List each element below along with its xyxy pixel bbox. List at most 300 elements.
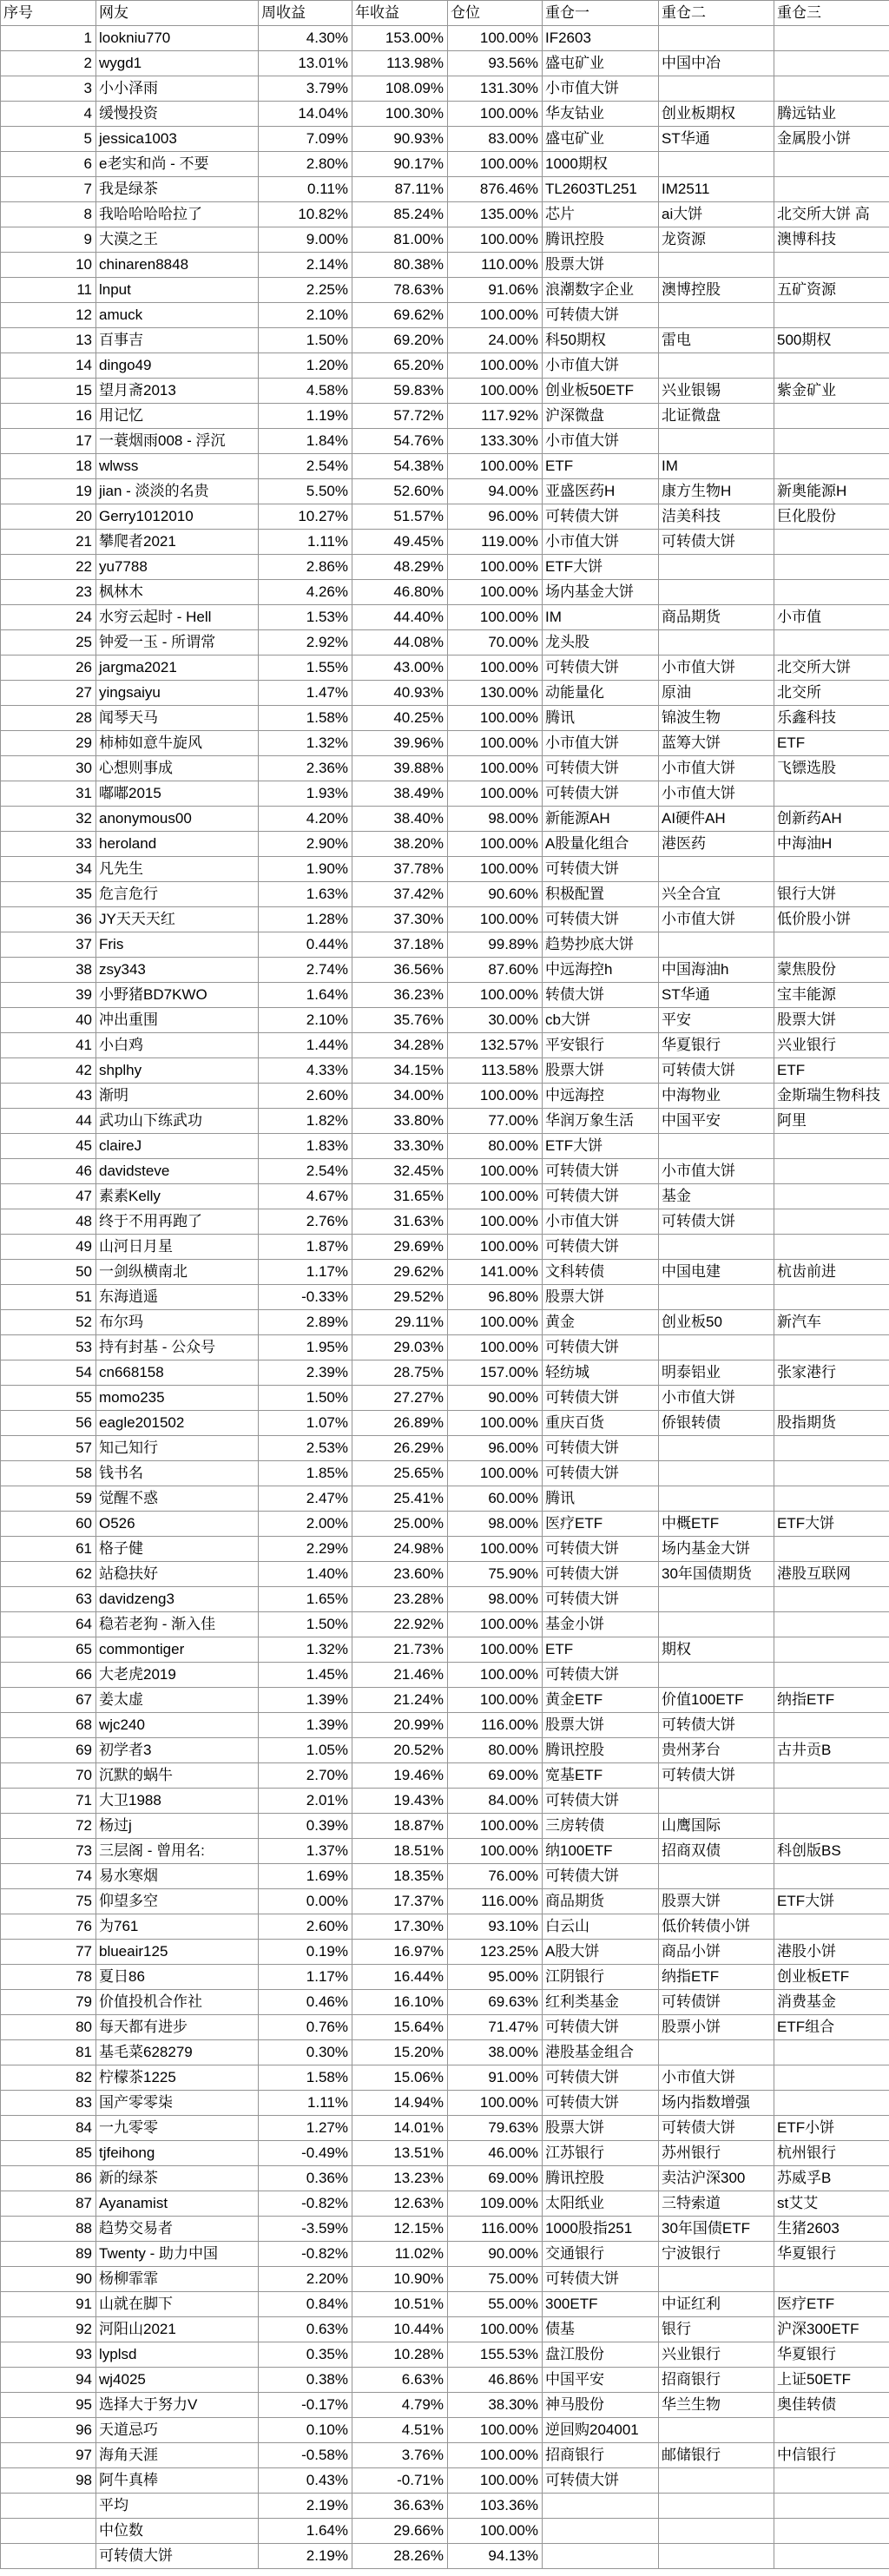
position-cell[interactable]: 130.00% — [448, 681, 543, 706]
holding1-cell[interactable]: 可转债大饼 — [543, 1789, 659, 1814]
holding2-cell[interactable] — [659, 857, 774, 882]
holding3-cell[interactable] — [774, 1914, 889, 1940]
year-return-cell[interactable]: 18.51% — [352, 1839, 448, 1864]
rank-cell[interactable]: 75 — [1, 1889, 96, 1914]
week-return-cell[interactable]: 1.95% — [259, 1335, 352, 1360]
year-return-cell[interactable]: 80.38% — [352, 253, 448, 278]
holding3-cell[interactable] — [774, 932, 889, 958]
position-cell[interactable]: 46.00% — [448, 2141, 543, 2166]
holding1-cell[interactable]: 可转债大饼 — [543, 1537, 659, 1562]
rank-cell[interactable]: 7 — [1, 177, 96, 202]
holding3-cell[interactable]: 港股互联网 — [774, 1562, 889, 1587]
rank-cell[interactable]: 27 — [1, 681, 96, 706]
position-cell[interactable]: 131.30% — [448, 76, 543, 102]
week-return-cell[interactable]: 7.09% — [259, 127, 352, 152]
holding1-cell[interactable]: 1000股指251 — [543, 2217, 659, 2242]
position-cell[interactable]: 100.00% — [448, 1411, 543, 1436]
rank-cell[interactable]: 43 — [1, 1084, 96, 1109]
user-cell[interactable]: anonymous00 — [96, 807, 259, 832]
position-cell[interactable]: 70.00% — [448, 630, 543, 656]
position-cell[interactable]: 100.00% — [448, 983, 543, 1008]
holding1-cell[interactable]: 商品期货 — [543, 1889, 659, 1914]
position-cell[interactable]: 100.00% — [448, 1537, 543, 1562]
user-cell[interactable]: 柠檬茶1225 — [96, 2065, 259, 2091]
holding3-cell[interactable]: st艾艾 — [774, 2191, 889, 2217]
holding1-cell[interactable]: 中远海控 — [543, 1084, 659, 1109]
rank-cell[interactable]: 55 — [1, 1386, 96, 1411]
holding2-cell[interactable]: 中国平安 — [659, 1109, 774, 1134]
holding3-cell[interactable]: 腾远钴业 — [774, 102, 889, 127]
year-return-cell[interactable]: 69.62% — [352, 303, 448, 328]
week-return-cell[interactable]: 2.80% — [259, 152, 352, 177]
year-return-cell[interactable]: 12.15% — [352, 2217, 448, 2242]
holding3-cell[interactable]: ETF大饼 — [774, 1889, 889, 1914]
rank-cell[interactable]: 95 — [1, 2393, 96, 2418]
holding2-cell[interactable]: 股票大饼 — [659, 1889, 774, 1914]
year-return-cell[interactable]: 11.02% — [352, 2242, 448, 2267]
position-cell[interactable]: 100.00% — [448, 1335, 543, 1360]
holding3-cell[interactable]: 沪深300ETF — [774, 2317, 889, 2342]
holding1-cell[interactable]: 可转债大饼 — [543, 1562, 659, 1587]
position-cell[interactable]: 100.00% — [448, 2418, 543, 2443]
user-cell[interactable]: 平均 — [96, 2494, 259, 2519]
week-return-cell[interactable]: 0.44% — [259, 932, 352, 958]
rank-cell[interactable]: 81 — [1, 2040, 96, 2065]
holding3-cell[interactable] — [774, 1436, 889, 1461]
holding1-cell[interactable]: 腾讯控股 — [543, 227, 659, 253]
holding1-cell[interactable]: TL2603TL251 — [543, 177, 659, 202]
holding3-cell[interactable] — [774, 1184, 889, 1209]
year-return-cell[interactable]: 15.64% — [352, 2015, 448, 2040]
holding1-cell[interactable]: 股票大饼 — [543, 1058, 659, 1084]
rank-cell[interactable]: 72 — [1, 1814, 96, 1839]
position-cell[interactable]: 90.00% — [448, 1386, 543, 1411]
holding1-cell[interactable]: 腾讯 — [543, 1486, 659, 1512]
holding3-cell[interactable]: 蒙焦股份 — [774, 958, 889, 983]
week-return-cell[interactable]: -0.49% — [259, 2141, 352, 2166]
year-return-cell[interactable]: 23.60% — [352, 1562, 448, 1587]
year-return-cell[interactable]: 69.20% — [352, 328, 448, 353]
year-return-cell[interactable]: 36.63% — [352, 2494, 448, 2519]
user-cell[interactable]: 武功山下练武功 — [96, 1109, 259, 1134]
position-cell[interactable]: 100.00% — [448, 731, 543, 756]
week-return-cell[interactable]: 2.53% — [259, 1436, 352, 1461]
user-cell[interactable]: wj4025 — [96, 2368, 259, 2393]
position-cell[interactable]: 100.00% — [448, 152, 543, 177]
holding2-cell[interactable] — [659, 555, 774, 580]
holding2-cell[interactable]: 龙资源 — [659, 227, 774, 253]
user-cell[interactable]: cn668158 — [96, 1360, 259, 1386]
holding3-cell[interactable] — [774, 2065, 889, 2091]
week-return-cell[interactable]: 1.27% — [259, 2116, 352, 2141]
holding3-cell[interactable]: 中信银行 — [774, 2443, 889, 2468]
rank-cell[interactable]: 22 — [1, 555, 96, 580]
year-return-cell[interactable]: 25.65% — [352, 1461, 448, 1486]
holding1-cell[interactable]: 交通银行 — [543, 2242, 659, 2267]
holding1-cell[interactable]: 可转债大饼 — [543, 1386, 659, 1411]
position-cell[interactable]: 95.00% — [448, 1965, 543, 1990]
user-cell[interactable]: 河阳山2021 — [96, 2317, 259, 2342]
holding2-cell[interactable]: 兴业银锡 — [659, 379, 774, 404]
week-return-cell[interactable]: 1.90% — [259, 857, 352, 882]
rank-cell[interactable]: 79 — [1, 1990, 96, 2015]
week-return-cell[interactable]: 1.28% — [259, 907, 352, 932]
year-return-cell[interactable]: 20.52% — [352, 1738, 448, 1763]
holding2-cell[interactable]: 三特索道 — [659, 2191, 774, 2217]
holding2-cell[interactable]: 洁美科技 — [659, 504, 774, 530]
rank-cell[interactable] — [1, 2519, 96, 2544]
holding1-cell[interactable]: 可转债大饼 — [543, 1184, 659, 1209]
year-return-cell[interactable]: 28.75% — [352, 1360, 448, 1386]
rank-cell[interactable]: 61 — [1, 1537, 96, 1562]
year-return-cell[interactable]: 13.23% — [352, 2166, 448, 2191]
week-return-cell[interactable]: -0.82% — [259, 2191, 352, 2217]
position-cell[interactable]: 69.00% — [448, 1763, 543, 1789]
holding1-cell[interactable]: IM — [543, 605, 659, 630]
holding3-cell[interactable] — [774, 2544, 889, 2569]
holding1-cell[interactable]: ETF — [543, 1637, 659, 1663]
holding1-cell[interactable] — [543, 2494, 659, 2519]
holding1-cell[interactable]: 腾讯控股 — [543, 2166, 659, 2191]
rank-cell[interactable] — [1, 2494, 96, 2519]
week-return-cell[interactable]: 1.39% — [259, 1713, 352, 1738]
holding3-cell[interactable]: 科创版BS — [774, 1839, 889, 1864]
holding2-cell[interactable] — [659, 26, 774, 51]
position-cell[interactable]: 157.00% — [448, 1360, 543, 1386]
week-return-cell[interactable]: 2.20% — [259, 2267, 352, 2292]
holding1-cell[interactable]: 300ETF — [543, 2292, 659, 2317]
holding2-cell[interactable] — [659, 429, 774, 454]
rank-cell[interactable]: 98 — [1, 2468, 96, 2494]
week-return-cell[interactable]: 4.26% — [259, 580, 352, 605]
holding2-cell[interactable] — [659, 2519, 774, 2544]
holding3-cell[interactable] — [774, 580, 889, 605]
holding1-cell[interactable]: 股票大饼 — [543, 1713, 659, 1738]
week-return-cell[interactable]: 0.36% — [259, 2166, 352, 2191]
position-cell[interactable]: 69.00% — [448, 2166, 543, 2191]
week-return-cell[interactable]: 2.47% — [259, 1486, 352, 1512]
holding3-cell[interactable]: 上证50ETF — [774, 2368, 889, 2393]
holding3-cell[interactable] — [774, 1486, 889, 1512]
year-return-cell[interactable]: 57.72% — [352, 404, 448, 429]
position-cell[interactable]: 100.00% — [448, 2091, 543, 2116]
user-cell[interactable]: chinaren8848 — [96, 253, 259, 278]
rank-cell[interactable]: 24 — [1, 605, 96, 630]
holding1-cell[interactable]: 可转债大饼 — [543, 1587, 659, 1612]
holding3-cell[interactable]: 兴业银行 — [774, 1033, 889, 1058]
user-cell[interactable]: 心想则事成 — [96, 756, 259, 781]
holding3-cell[interactable] — [774, 253, 889, 278]
holding3-cell[interactable]: 北交所大饼 高 — [774, 202, 889, 227]
year-return-cell[interactable]: 16.10% — [352, 1990, 448, 2015]
rank-cell[interactable]: 39 — [1, 983, 96, 1008]
week-return-cell[interactable]: 2.54% — [259, 454, 352, 479]
user-cell[interactable]: yingsaiyu — [96, 681, 259, 706]
rank-cell[interactable]: 93 — [1, 2342, 96, 2368]
rank-cell[interactable]: 76 — [1, 1914, 96, 1940]
user-cell[interactable]: 大老虎2019 — [96, 1663, 259, 1688]
holding1-cell[interactable]: 招商银行 — [543, 2443, 659, 2468]
rank-cell[interactable]: 5 — [1, 127, 96, 152]
holding2-cell[interactable]: 股票小饼 — [659, 2015, 774, 2040]
holding2-cell[interactable]: 苏州银行 — [659, 2141, 774, 2166]
year-return-cell[interactable]: 23.28% — [352, 1587, 448, 1612]
user-cell[interactable]: 天道忌巧 — [96, 2418, 259, 2443]
user-cell[interactable]: 东海逍遥 — [96, 1285, 259, 1310]
holding2-cell[interactable]: 银行 — [659, 2317, 774, 2342]
year-return-cell[interactable]: 113.98% — [352, 51, 448, 76]
user-cell[interactable]: 小野猪BD7KWO — [96, 983, 259, 1008]
year-return-cell[interactable]: 20.99% — [352, 1713, 448, 1738]
week-return-cell[interactable]: 0.38% — [259, 2368, 352, 2393]
holding3-cell[interactable]: 中海油H — [774, 832, 889, 857]
year-return-cell[interactable]: 65.20% — [352, 353, 448, 379]
user-cell[interactable]: wygd1 — [96, 51, 259, 76]
position-cell[interactable]: 100.00% — [448, 2519, 543, 2544]
position-cell[interactable]: 876.46% — [448, 177, 543, 202]
holding2-cell[interactable] — [659, 1663, 774, 1688]
position-cell[interactable]: 75.00% — [448, 2267, 543, 2292]
week-return-cell[interactable]: 2.19% — [259, 2494, 352, 2519]
year-return-cell[interactable]: 32.45% — [352, 1159, 448, 1184]
user-cell[interactable]: 我是绿茶 — [96, 177, 259, 202]
rank-cell[interactable]: 40 — [1, 1008, 96, 1033]
week-return-cell[interactable]: 0.19% — [259, 1940, 352, 1965]
week-return-cell[interactable]: 1.69% — [259, 1864, 352, 1889]
position-cell[interactable]: 100.00% — [448, 303, 543, 328]
rank-cell[interactable]: 67 — [1, 1688, 96, 1713]
rank-cell[interactable]: 9 — [1, 227, 96, 253]
holding3-cell[interactable] — [774, 1587, 889, 1612]
holding2-cell[interactable]: 贵州茅台 — [659, 1738, 774, 1763]
holding2-cell[interactable]: 招商银行 — [659, 2368, 774, 2393]
week-return-cell[interactable]: 2.19% — [259, 2544, 352, 2569]
user-cell[interactable]: heroland — [96, 832, 259, 857]
holding2-cell[interactable]: 价值100ETF — [659, 1688, 774, 1713]
rank-cell[interactable]: 13 — [1, 328, 96, 353]
holding2-cell[interactable] — [659, 1789, 774, 1814]
week-return-cell[interactable]: 1.55% — [259, 656, 352, 681]
year-return-cell[interactable]: 37.42% — [352, 882, 448, 907]
rank-cell[interactable]: 66 — [1, 1663, 96, 1688]
rank-cell[interactable]: 69 — [1, 1738, 96, 1763]
holding1-cell[interactable]: 小市值大饼 — [543, 1209, 659, 1235]
position-cell[interactable]: 60.00% — [448, 1486, 543, 1512]
holding1-cell[interactable]: 腾讯 — [543, 706, 659, 731]
holding2-cell[interactable]: 中证红利 — [659, 2292, 774, 2317]
position-cell[interactable]: 87.60% — [448, 958, 543, 983]
user-cell[interactable]: lyplsd — [96, 2342, 259, 2368]
year-return-cell[interactable]: 51.57% — [352, 504, 448, 530]
holding3-cell[interactable]: 紫金矿业 — [774, 379, 889, 404]
holding3-cell[interactable] — [774, 857, 889, 882]
year-return-cell[interactable]: 18.35% — [352, 1864, 448, 1889]
rank-cell[interactable]: 51 — [1, 1285, 96, 1310]
year-return-cell[interactable]: 34.00% — [352, 1084, 448, 1109]
holding1-cell[interactable]: 可转债大饼 — [543, 1436, 659, 1461]
year-return-cell[interactable]: 29.03% — [352, 1335, 448, 1360]
holding2-cell[interactable]: 兴业银行 — [659, 2342, 774, 2368]
holding3-cell[interactable]: 小市值 — [774, 605, 889, 630]
holding1-cell[interactable]: 龙头股 — [543, 630, 659, 656]
year-return-cell[interactable]: 44.08% — [352, 630, 448, 656]
position-cell[interactable]: 99.89% — [448, 932, 543, 958]
user-cell[interactable]: 夏日86 — [96, 1965, 259, 1990]
rank-cell[interactable]: 63 — [1, 1587, 96, 1612]
holding3-cell[interactable]: 古井贡B — [774, 1738, 889, 1763]
week-return-cell[interactable]: 2.89% — [259, 1310, 352, 1335]
year-return-cell[interactable]: 16.97% — [352, 1940, 448, 1965]
rank-cell[interactable]: 17 — [1, 429, 96, 454]
year-return-cell[interactable]: 18.87% — [352, 1814, 448, 1839]
user-cell[interactable]: tjfeihong — [96, 2141, 259, 2166]
holding3-cell[interactable]: ETF — [774, 731, 889, 756]
holding3-cell[interactable] — [774, 51, 889, 76]
holding2-cell[interactable] — [659, 580, 774, 605]
week-return-cell[interactable]: 1.65% — [259, 1587, 352, 1612]
holding2-cell[interactable]: 可转债大饼 — [659, 2116, 774, 2141]
holding3-cell[interactable] — [774, 76, 889, 102]
holding2-cell[interactable] — [659, 1134, 774, 1159]
holding3-cell[interactable] — [774, 177, 889, 202]
rank-cell[interactable]: 46 — [1, 1159, 96, 1184]
week-return-cell[interactable]: 2.74% — [259, 958, 352, 983]
holding3-cell[interactable] — [774, 1612, 889, 1637]
rank-cell[interactable]: 30 — [1, 756, 96, 781]
user-cell[interactable]: claireJ — [96, 1134, 259, 1159]
year-return-cell[interactable]: 29.66% — [352, 2519, 448, 2544]
week-return-cell[interactable]: 1.58% — [259, 2065, 352, 2091]
holding2-cell[interactable]: 场内基金大饼 — [659, 1537, 774, 1562]
holding1-cell[interactable]: 可转债大饼 — [543, 504, 659, 530]
user-cell[interactable]: wjc240 — [96, 1713, 259, 1738]
position-cell[interactable]: 141.00% — [448, 1260, 543, 1285]
position-cell[interactable]: 46.86% — [448, 2368, 543, 2393]
user-cell[interactable]: Fris — [96, 932, 259, 958]
user-cell[interactable]: 布尔玛 — [96, 1310, 259, 1335]
position-cell[interactable]: 100.00% — [448, 605, 543, 630]
rank-cell[interactable]: 89 — [1, 2242, 96, 2267]
rank-cell[interactable]: 65 — [1, 1637, 96, 1663]
holding1-cell[interactable]: 小市值大饼 — [543, 429, 659, 454]
holding3-cell[interactable] — [774, 1637, 889, 1663]
header-holding1[interactable]: 重仓一 — [543, 1, 659, 26]
year-return-cell[interactable]: 37.18% — [352, 932, 448, 958]
year-return-cell[interactable]: 90.17% — [352, 152, 448, 177]
user-cell[interactable]: 望月斋2013 — [96, 379, 259, 404]
position-cell[interactable]: 98.00% — [448, 807, 543, 832]
position-cell[interactable]: 93.10% — [448, 1914, 543, 1940]
week-return-cell[interactable]: 1.50% — [259, 1612, 352, 1637]
week-return-cell[interactable]: 1.82% — [259, 1109, 352, 1134]
holding3-cell[interactable]: 股票大饼 — [774, 1008, 889, 1033]
holding1-cell[interactable]: 积极配置 — [543, 882, 659, 907]
week-return-cell[interactable]: 1.58% — [259, 706, 352, 731]
week-return-cell[interactable]: -0.33% — [259, 1285, 352, 1310]
rank-cell[interactable]: 26 — [1, 656, 96, 681]
holding1-cell[interactable]: 可转债大饼 — [543, 1864, 659, 1889]
holding2-cell[interactable] — [659, 1461, 774, 1486]
year-return-cell[interactable]: 78.63% — [352, 278, 448, 303]
position-cell[interactable]: 71.47% — [448, 2015, 543, 2040]
year-return-cell[interactable]: 87.11% — [352, 177, 448, 202]
week-return-cell[interactable]: 1.87% — [259, 1235, 352, 1260]
user-cell[interactable]: 选择大于努力V — [96, 2393, 259, 2418]
holding2-cell[interactable]: 原油 — [659, 681, 774, 706]
user-cell[interactable]: 杨柳霏霏 — [96, 2267, 259, 2292]
position-cell[interactable]: 100.00% — [448, 1814, 543, 1839]
year-return-cell[interactable]: 108.09% — [352, 76, 448, 102]
holding2-cell[interactable]: 商品期货 — [659, 605, 774, 630]
holding2-cell[interactable]: 可转债大饼 — [659, 1209, 774, 1235]
holding1-cell[interactable]: 逆回购204001 — [543, 2418, 659, 2443]
user-cell[interactable]: 大卫1988 — [96, 1789, 259, 1814]
rank-cell[interactable]: 88 — [1, 2217, 96, 2242]
holding3-cell[interactable] — [774, 1386, 889, 1411]
user-cell[interactable]: 小小泽雨 — [96, 76, 259, 102]
holding3-cell[interactable] — [774, 2091, 889, 2116]
rank-cell[interactable]: 32 — [1, 807, 96, 832]
holding3-cell[interactable]: 苏威孚B — [774, 2166, 889, 2191]
position-cell[interactable]: 79.63% — [448, 2116, 543, 2141]
holding3-cell[interactable] — [774, 303, 889, 328]
week-return-cell[interactable]: 0.30% — [259, 2040, 352, 2065]
user-cell[interactable]: 为761 — [96, 1914, 259, 1940]
year-return-cell[interactable]: 38.20% — [352, 832, 448, 857]
rank-cell[interactable]: 92 — [1, 2317, 96, 2342]
holding2-cell[interactable]: 低价转债小饼 — [659, 1914, 774, 1940]
year-return-cell[interactable]: 40.25% — [352, 706, 448, 731]
holding3-cell[interactable] — [774, 2494, 889, 2519]
holding3-cell[interactable]: 港股小饼 — [774, 1940, 889, 1965]
holding2-cell[interactable]: 纳指ETF — [659, 1965, 774, 1990]
position-cell[interactable]: 83.00% — [448, 127, 543, 152]
holding3-cell[interactable] — [774, 1537, 889, 1562]
holding2-cell[interactable]: 山鹰国际 — [659, 1814, 774, 1839]
holding3-cell[interactable] — [774, 2519, 889, 2544]
year-return-cell[interactable]: 44.40% — [352, 605, 448, 630]
holding3-cell[interactable] — [774, 630, 889, 656]
holding2-cell[interactable]: 锦波生物 — [659, 706, 774, 731]
week-return-cell[interactable]: 1.20% — [259, 353, 352, 379]
user-cell[interactable]: 渐明 — [96, 1084, 259, 1109]
user-cell[interactable]: 可转债大饼 — [96, 2544, 259, 2569]
rank-cell[interactable]: 35 — [1, 882, 96, 907]
user-cell[interactable]: blueair125 — [96, 1940, 259, 1965]
rank-cell[interactable]: 14 — [1, 353, 96, 379]
user-cell[interactable]: 攀爬者2021 — [96, 530, 259, 555]
position-cell[interactable]: 117.92% — [448, 404, 543, 429]
week-return-cell[interactable]: 1.53% — [259, 605, 352, 630]
holding2-cell[interactable] — [659, 353, 774, 379]
position-cell[interactable]: 100.00% — [448, 907, 543, 932]
week-return-cell[interactable]: 4.20% — [259, 807, 352, 832]
holding1-cell[interactable]: 沪深微盘 — [543, 404, 659, 429]
holding2-cell[interactable]: 小市值大饼 — [659, 656, 774, 681]
week-return-cell[interactable]: 0.43% — [259, 2468, 352, 2494]
year-return-cell[interactable]: 49.45% — [352, 530, 448, 555]
user-cell[interactable]: 一剑纵横南北 — [96, 1260, 259, 1285]
holding1-cell[interactable]: 盘江股份 — [543, 2342, 659, 2368]
year-return-cell[interactable]: 10.28% — [352, 2342, 448, 2368]
year-return-cell[interactable]: 90.93% — [352, 127, 448, 152]
position-cell[interactable]: 116.00% — [448, 1889, 543, 1914]
user-cell[interactable]: Gerry1012010 — [96, 504, 259, 530]
week-return-cell[interactable]: 2.70% — [259, 1763, 352, 1789]
position-cell[interactable]: 119.00% — [448, 530, 543, 555]
holding3-cell[interactable]: 纳指ETF — [774, 1688, 889, 1713]
rank-cell[interactable]: 58 — [1, 1461, 96, 1486]
